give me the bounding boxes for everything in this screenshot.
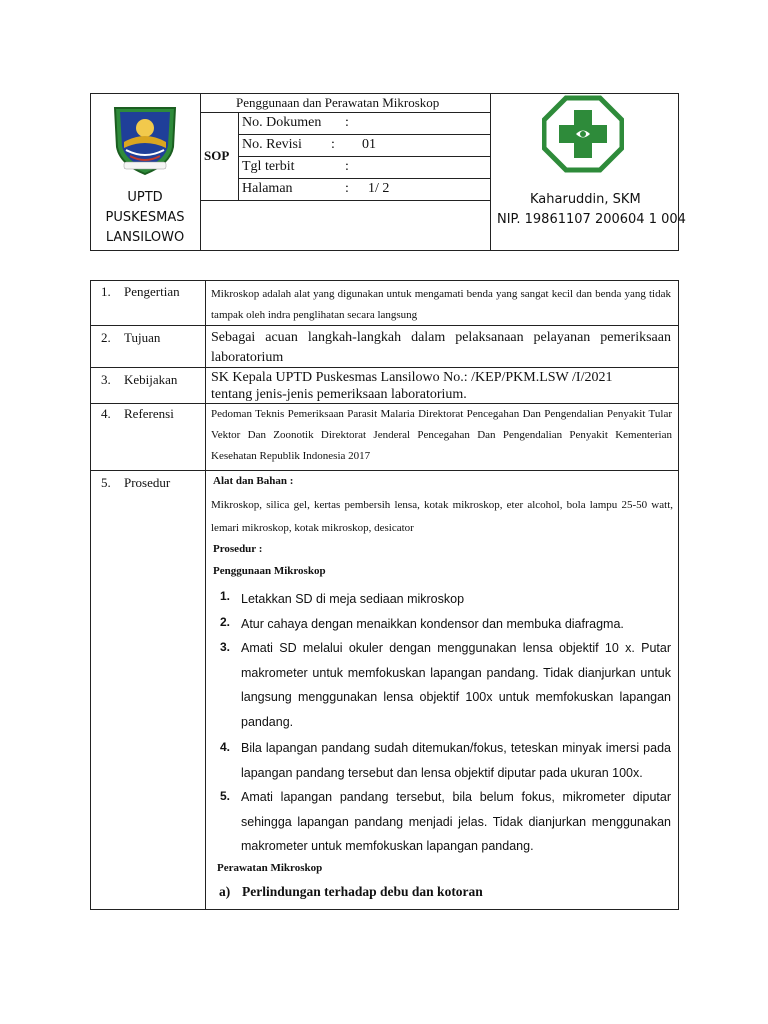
row-number: 4. (101, 406, 111, 421)
field-halaman-value: 1/ 2 (368, 181, 390, 196)
step-number: 5. (220, 789, 231, 803)
signer-name: Kaharuddin, SKM (530, 192, 641, 207)
step-number: 3. (220, 640, 231, 654)
row-number: 3. (101, 372, 111, 387)
step-text: Bila lapangan pandang sudah ditemukan/fokus, teteskan minyak imersi pada lapangan pandang tersebut dan lensa objektif diputar pada ukuran 100x. (241, 741, 671, 780)
row-text: Sebagai acuan langkah-langkah dalam pelaksanaan pelayanan pemeriksaan laboratorium (211, 330, 671, 365)
row-number: 2. (101, 330, 111, 345)
perawatan-heading: Perawatan Mikroskop (217, 862, 323, 874)
field-halaman-label: Halaman (242, 181, 293, 196)
sub-a-text: Perlindungan terhadap debu dan kotoran (242, 884, 483, 899)
penggunaan-heading: Penggunaan Mikroskop (213, 565, 326, 577)
row-label: Prosedur (124, 475, 171, 490)
row-text-line-2: tentang jenis-jenis pemeriksaan laboratorium. (211, 387, 467, 402)
row-label: Referensi (124, 406, 174, 421)
field-tgl-terbit-sep: : (345, 159, 349, 174)
field-no-revisi-value: 01 (362, 137, 376, 152)
field-no-revisi-label: No. Revisi (242, 137, 302, 152)
row-text: Mikroskop adalah alat yang digunakan untuk mengamati benda yang sangat kecil dan benda yang tidak tampak oleh indra penglihatan secara langsung (211, 288, 671, 321)
org-line-1: UPTD (127, 190, 163, 205)
row-label: Tujuan (124, 330, 161, 345)
prosedur-heading: Prosedur : (213, 543, 263, 555)
row-text: Pedoman Teknis Pemeriksaan Parasit Malaria Direktorat Pencegahan Dan Pengendalian Penyakit Tular Vektor Dan Zoonotik Direktorat Jenderal Pencegahan Dan Pengendalian Penyakit Kementerian Kesehatan Republik Indonesia 2017 (211, 408, 672, 462)
org-line-2: PUSKESMAS (105, 210, 185, 225)
kolaka-utara-emblem-icon (110, 102, 180, 176)
org-line-3: LANSILOWO (105, 230, 185, 245)
row-text-line-1: SK Kepala UPTD Puskesmas Lansilowo No.: /KEP/PKM.LSW /I/2021 (211, 370, 613, 385)
doc-title: Penggunaan dan Perawatan Mikroskop (236, 95, 440, 110)
field-no-revisi-sep: : (331, 137, 335, 152)
health-cross-logo-icon (542, 94, 624, 174)
sop-label: SOP (204, 148, 230, 163)
row-label: Kebijakan (124, 372, 178, 387)
alat-bahan-heading: Alat dan Bahan : (213, 475, 294, 487)
step-text: Letakkan SD di meja sediaan mikroskop (241, 592, 465, 606)
step-number: 4. (220, 740, 231, 754)
step-text: Amati SD melalui okuler dengan menggunakan lensa objektif 10 x. Putar makrometer untuk memfokuskan lapangan pandang. Tidak dianjurkan untuk langsung menggunakan lensa objektif 100x untuk memfokuskan lapangan pandang. (241, 641, 671, 729)
field-no-dokumen-label: No. Dokumen (242, 115, 322, 130)
step-text: Atur cahaya dengan menaikkan kondensor dan membuka diafragma. (241, 617, 624, 631)
alat-bahan-text: Mikroskop, silica gel, kertas pembersih lensa, kotak mikroskop, eter alcohol, bola lampu 25-50 watt, lemari mikroskop, kotak mikroskop, desicator (211, 499, 673, 534)
row-number: 5. (101, 475, 111, 490)
signer-nip: NIP. 19861107 200604 1 004 (497, 212, 686, 227)
step-number: 1. (220, 589, 231, 603)
row-number: 1. (101, 284, 111, 299)
org-name (90, 188, 200, 248)
sub-a-number: a) (219, 884, 231, 899)
step-number: 2. (220, 615, 231, 629)
field-halaman-sep: : (345, 181, 349, 196)
row-label: Pengertian (124, 284, 180, 299)
step-text: Amati lapangan pandang tersebut, bila belum fokus, mikrometer diputar sehingga lapangan pandang menjadi jelas. Tidak dianjurkan menggunakan makrometer untuk memfokuskan lapangan pandang. (241, 790, 671, 853)
field-no-dokumen-sep: : (345, 115, 349, 130)
field-tgl-terbit-label: Tgl terbit (242, 159, 295, 174)
